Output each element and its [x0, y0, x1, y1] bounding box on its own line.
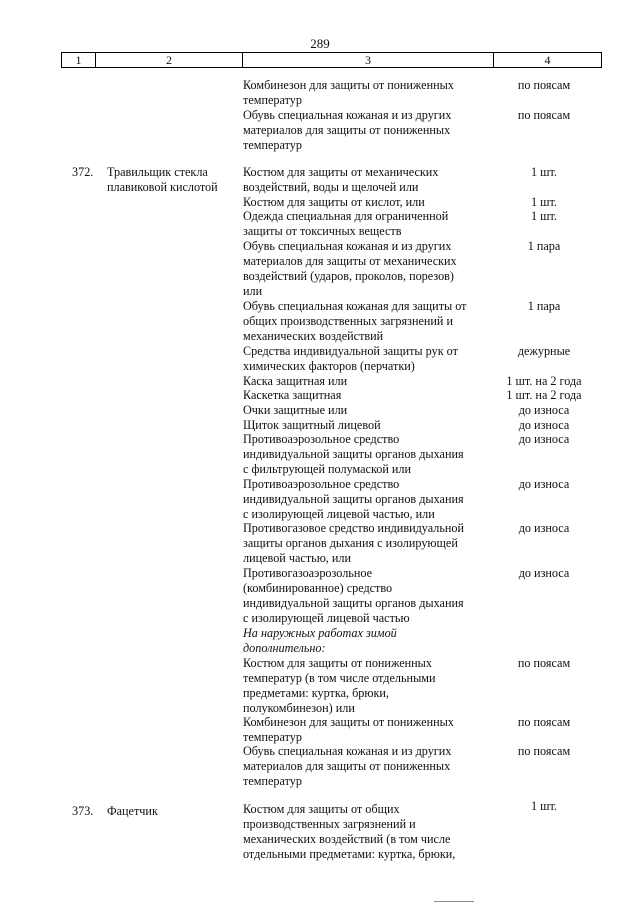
- column-header-4: 4: [494, 53, 602, 68]
- item-quantity: 1 пара: [527, 299, 561, 313]
- item-line: Щиток защитный лицевой: [243, 418, 381, 432]
- item-line: (комбинированное) средство: [243, 581, 393, 595]
- item-quantity: 1 шт.: [531, 209, 557, 223]
- item-line: механических воздействий (в том числе: [243, 832, 451, 846]
- item-line: температур: [243, 138, 302, 152]
- item-line: с фильтрующей полумаской или: [243, 462, 412, 476]
- item-line: Костюм для защиты от общих: [243, 802, 400, 816]
- item-quantity: по поясам: [517, 715, 571, 729]
- item-line: Комбинезон для защиты от пониженных: [243, 715, 454, 729]
- profession-name: Травильщик стекла: [107, 165, 208, 179]
- item-line: защиты органов дыхания с изолирующей: [243, 536, 458, 550]
- item-line: воздействий, воды и щелочей или: [243, 180, 419, 194]
- item-line: общих производственных загрязнений и: [243, 314, 454, 328]
- item-quantity: 1 пара: [527, 239, 561, 253]
- item-line: Одежда специальная для ограниченной: [243, 209, 449, 223]
- item-line: Очки защитные или: [243, 403, 348, 417]
- item-line: химических факторов (перчатки): [243, 359, 415, 373]
- column-header-3: 3: [243, 53, 494, 68]
- item-quantity: до износа: [518, 566, 570, 580]
- item-line: материалов для защиты от пониженных: [243, 759, 451, 773]
- page-number: 289: [310, 36, 330, 51]
- item-quantity: до износа: [518, 432, 570, 446]
- item-line: Костюм для защиты от кислот, или: [243, 195, 425, 209]
- item-line: материалов для защиты от механических: [243, 254, 457, 268]
- item-quantity: 1 шт. на 2 года: [506, 388, 582, 402]
- entry-number: 373.: [72, 804, 94, 818]
- item-line: отдельными предметами: куртка, брюки,: [243, 847, 456, 861]
- item-line: Костюм для защиты от механических: [243, 165, 439, 179]
- scan-mark: [434, 901, 474, 902]
- section-subheading: дополнительно:: [243, 641, 326, 655]
- item-line: предметами: куртка, брюки,: [243, 686, 389, 700]
- item-quantity: дежурные: [517, 344, 571, 358]
- item-line: лицевой частью, или: [243, 551, 352, 565]
- item-line: Противоаэрозольное средство: [243, 477, 400, 491]
- item-line: Обувь специальная кожаная для защиты от: [243, 299, 467, 313]
- column-header-row: [61, 52, 602, 68]
- item-line: температур: [243, 93, 302, 107]
- item-quantity: 1 шт.: [531, 195, 557, 209]
- item-line: материалов для защиты от пониженных: [243, 123, 451, 137]
- item-quantity: 1 шт. на 2 года: [506, 374, 582, 388]
- item-quantity: до износа: [518, 418, 570, 432]
- item-quantity: по поясам: [517, 108, 571, 122]
- item-line: Средства индивидуальной защиты рук от: [243, 344, 458, 358]
- profession-name: плавиковой кислотой: [107, 180, 218, 194]
- item-line: полукомбинезон) или: [243, 701, 355, 715]
- entry-number: 372.: [72, 165, 94, 179]
- item-line: Каскетка защитная: [243, 388, 342, 402]
- item-quantity: до износа: [518, 521, 570, 535]
- item-line: производственных загрязнений и: [243, 817, 416, 831]
- item-line: с изолирующей лицевой частью, или: [243, 507, 435, 521]
- item-line: Обувь специальная кожаная и из других: [243, 108, 452, 122]
- item-line: температур: [243, 774, 302, 788]
- item-line: Обувь специальная кожаная и из других: [243, 239, 452, 253]
- item-line: механических воздействий: [243, 329, 384, 343]
- item-line: Противогазовое средство индивидуальной: [243, 521, 465, 535]
- item-quantity: до износа: [518, 403, 570, 417]
- item-line: Костюм для защиты от пониженных: [243, 656, 432, 670]
- item-quantity: до износа: [518, 477, 570, 491]
- item-quantity: по поясам: [517, 656, 571, 670]
- item-line: индивидуальной защиты органов дыхания: [243, 596, 464, 610]
- item-quantity: по поясам: [517, 78, 571, 92]
- item-line: защиты от токсичных веществ: [243, 224, 402, 238]
- section-subheading: На наружных работах зимой: [243, 626, 397, 640]
- item-line: с изолирующей лицевой частью: [243, 611, 410, 625]
- item-line: Противоаэрозольное средство: [243, 432, 400, 446]
- profession-name: Фацетчик: [107, 804, 158, 818]
- item-quantity: по поясам: [517, 744, 571, 758]
- item-line: температур (в том числе отдельными: [243, 671, 436, 685]
- column-header-2: 2: [96, 53, 243, 68]
- item-line: Противогазоаэрозольное: [243, 566, 373, 580]
- item-line: или: [243, 284, 263, 298]
- item-quantity: 1 шт.: [531, 799, 557, 813]
- item-quantity: 1 шт.: [531, 165, 557, 179]
- item-line: Обувь специальная кожаная и из других: [243, 744, 452, 758]
- item-line: Каска защитная или: [243, 374, 348, 388]
- item-line: индивидуальной защиты органов дыхания: [243, 492, 464, 506]
- item-line: Комбинезон для защиты от пониженных: [243, 78, 454, 92]
- item-line: воздействий (ударов, проколов, порезов): [243, 269, 454, 283]
- column-header-1: 1: [62, 53, 96, 68]
- item-line: температур: [243, 730, 302, 744]
- item-line: индивидуальной защиты органов дыхания: [243, 447, 464, 461]
